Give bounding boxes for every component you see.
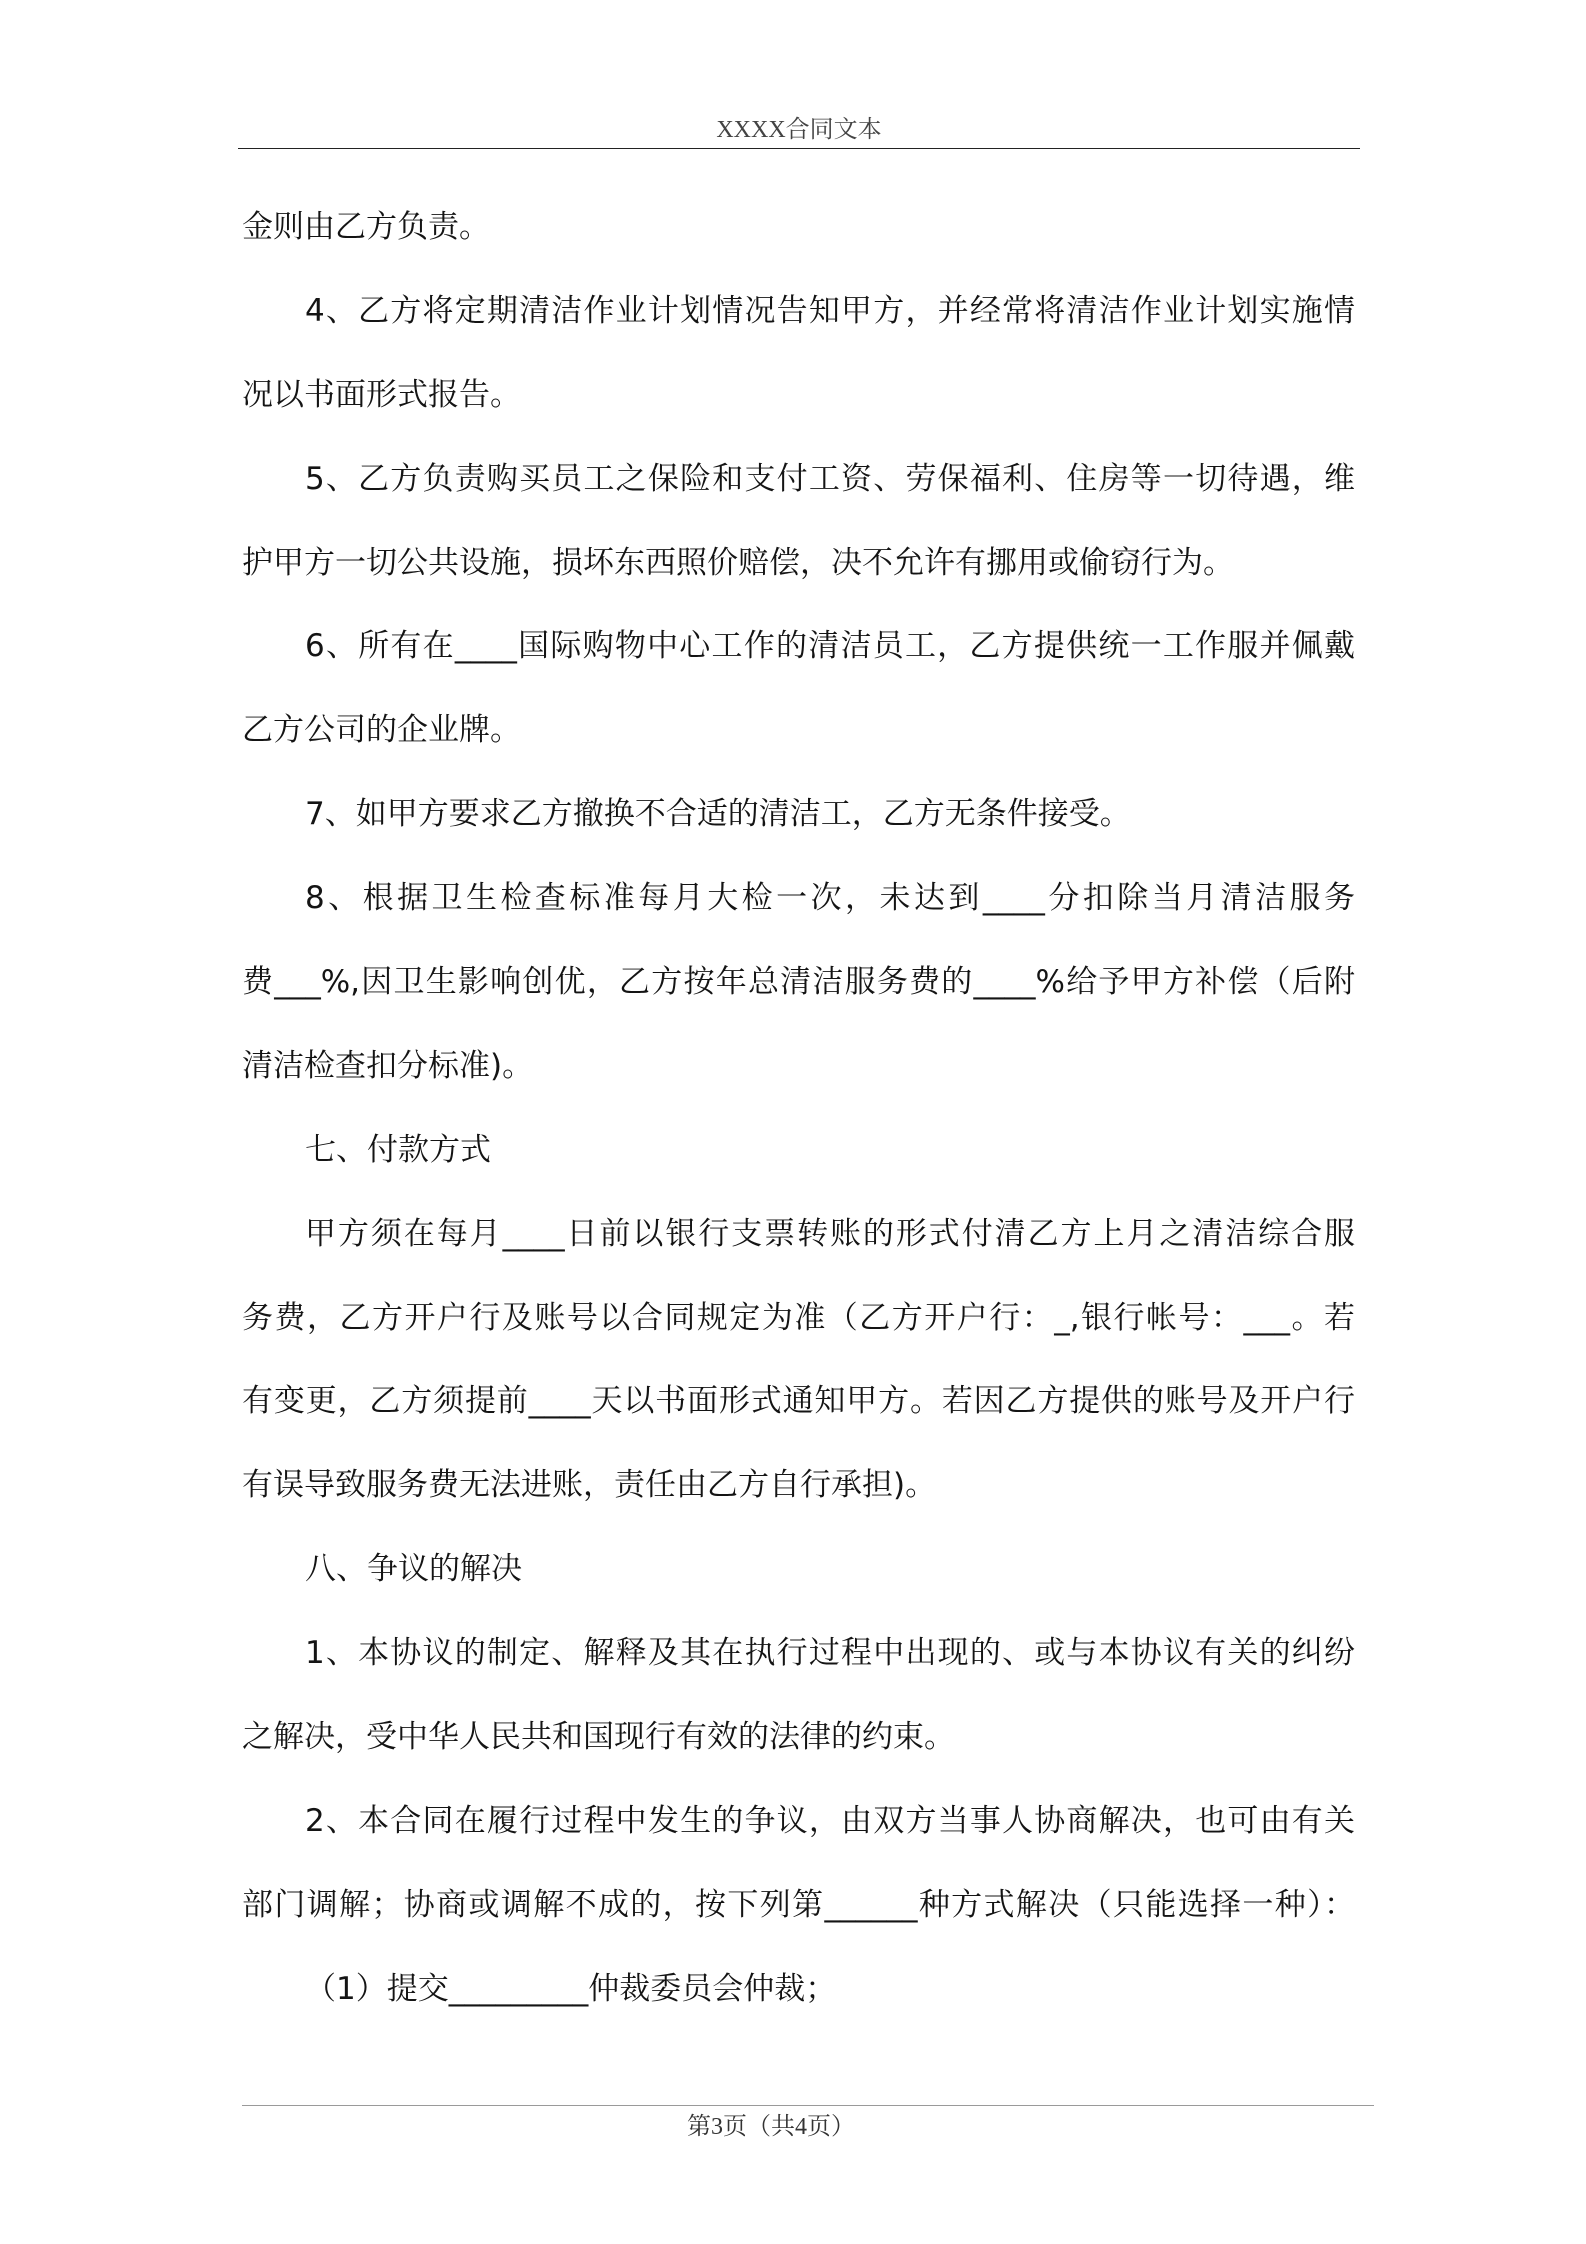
- text-line: 8、根据卫生检查标准每月大检一次，未达到____分扣除当月清洁服务: [305, 880, 1355, 917]
- text-line: 2、本合同在履行过程中发生的争议，由双方当事人协商解决，也可由有关: [305, 1802, 1355, 1839]
- section-8-clause-1: [242, 1612, 1355, 1780]
- text-line: 护甲方一切公共设施，损坏东西照价赔偿，决不允许有挪用或偷窃行为。: [242, 544, 1234, 581]
- text-line: 况以书面形式报告。: [242, 376, 521, 413]
- section-8-clause-2-option-1: [242, 1948, 1355, 2032]
- section-7-heading: [242, 1109, 1355, 1193]
- text-line: 乙方公司的企业牌。: [242, 712, 521, 749]
- text-line: 之解决，受中华人民共和国现行有效的法律的约束。: [242, 1719, 955, 1756]
- text-line: 4、乙方将定期清洁作业计划情况告知甲方，并经常将清洁作业计划实施情: [305, 292, 1355, 329]
- clause-4: [242, 270, 1355, 438]
- section-8-clause-2: [242, 1780, 1355, 1948]
- text-line: （1）提交_________仲裁委员会仲裁；: [305, 1970, 837, 2007]
- text-line: 部门调解；协商或调解不成的，按下列第______种方式解决（只能选择一种）：: [242, 1886, 1355, 1923]
- footer-rule: [242, 2105, 1374, 2106]
- text-line: 金则由乙方负责。: [242, 209, 490, 245]
- document-body: [242, 186, 1355, 2032]
- clause-8: [242, 857, 1355, 1109]
- text-line: 费___%,因卫生影响创优，乙方按年总清洁服务费的____%给予甲方补偿（后附: [242, 964, 1355, 1001]
- clause-7: [242, 773, 1355, 857]
- text-line: 5、乙方负责购买员工之保险和支付工资、劳保福利、住房等一切待遇，维: [305, 460, 1355, 497]
- running-header-title: XXXX合同文本: [716, 117, 882, 143]
- text-line: 务费，乙方开户行及账号以合同规定为准（乙方开户行：_,银行帐号：___。若: [242, 1299, 1355, 1336]
- clause-3-continuation: [242, 186, 1355, 270]
- section-heading: 八、争议的解决: [305, 1551, 522, 1588]
- section-heading: 七、付款方式: [305, 1131, 491, 1168]
- section-7-payment-terms: [242, 1193, 1355, 1529]
- text-line: 清洁检查扣分标准)。: [242, 1047, 534, 1084]
- clause-5: [242, 438, 1355, 606]
- header-rule: [238, 148, 1360, 149]
- page-number-label: 第3页（共4页）: [687, 2114, 855, 2140]
- text-line: 有误导致服务费无法进账，责任由乙方自行承担)。: [242, 1467, 937, 1504]
- text-line: 1、本协议的制定、解释及其在执行过程中出现的、或与本协议有关的纠纷: [305, 1635, 1355, 1672]
- text-line: 7、如甲方要求乙方撤换不合适的清洁工，乙方无条件接受。: [305, 796, 1131, 833]
- text-line: 6、所有在____国际购物中心工作的清洁员工，乙方提供统一工作服并佩戴: [305, 628, 1355, 665]
- clause-6: [242, 605, 1355, 773]
- text-line: 甲方须在每月____日前以银行支票转账的形式付清乙方上月之清洁综合服: [305, 1215, 1355, 1252]
- section-8-heading: [242, 1528, 1355, 1612]
- text-line: 有变更，乙方须提前____天以书面形式通知甲方。若因乙方提供的账号及开户行: [242, 1383, 1355, 1420]
